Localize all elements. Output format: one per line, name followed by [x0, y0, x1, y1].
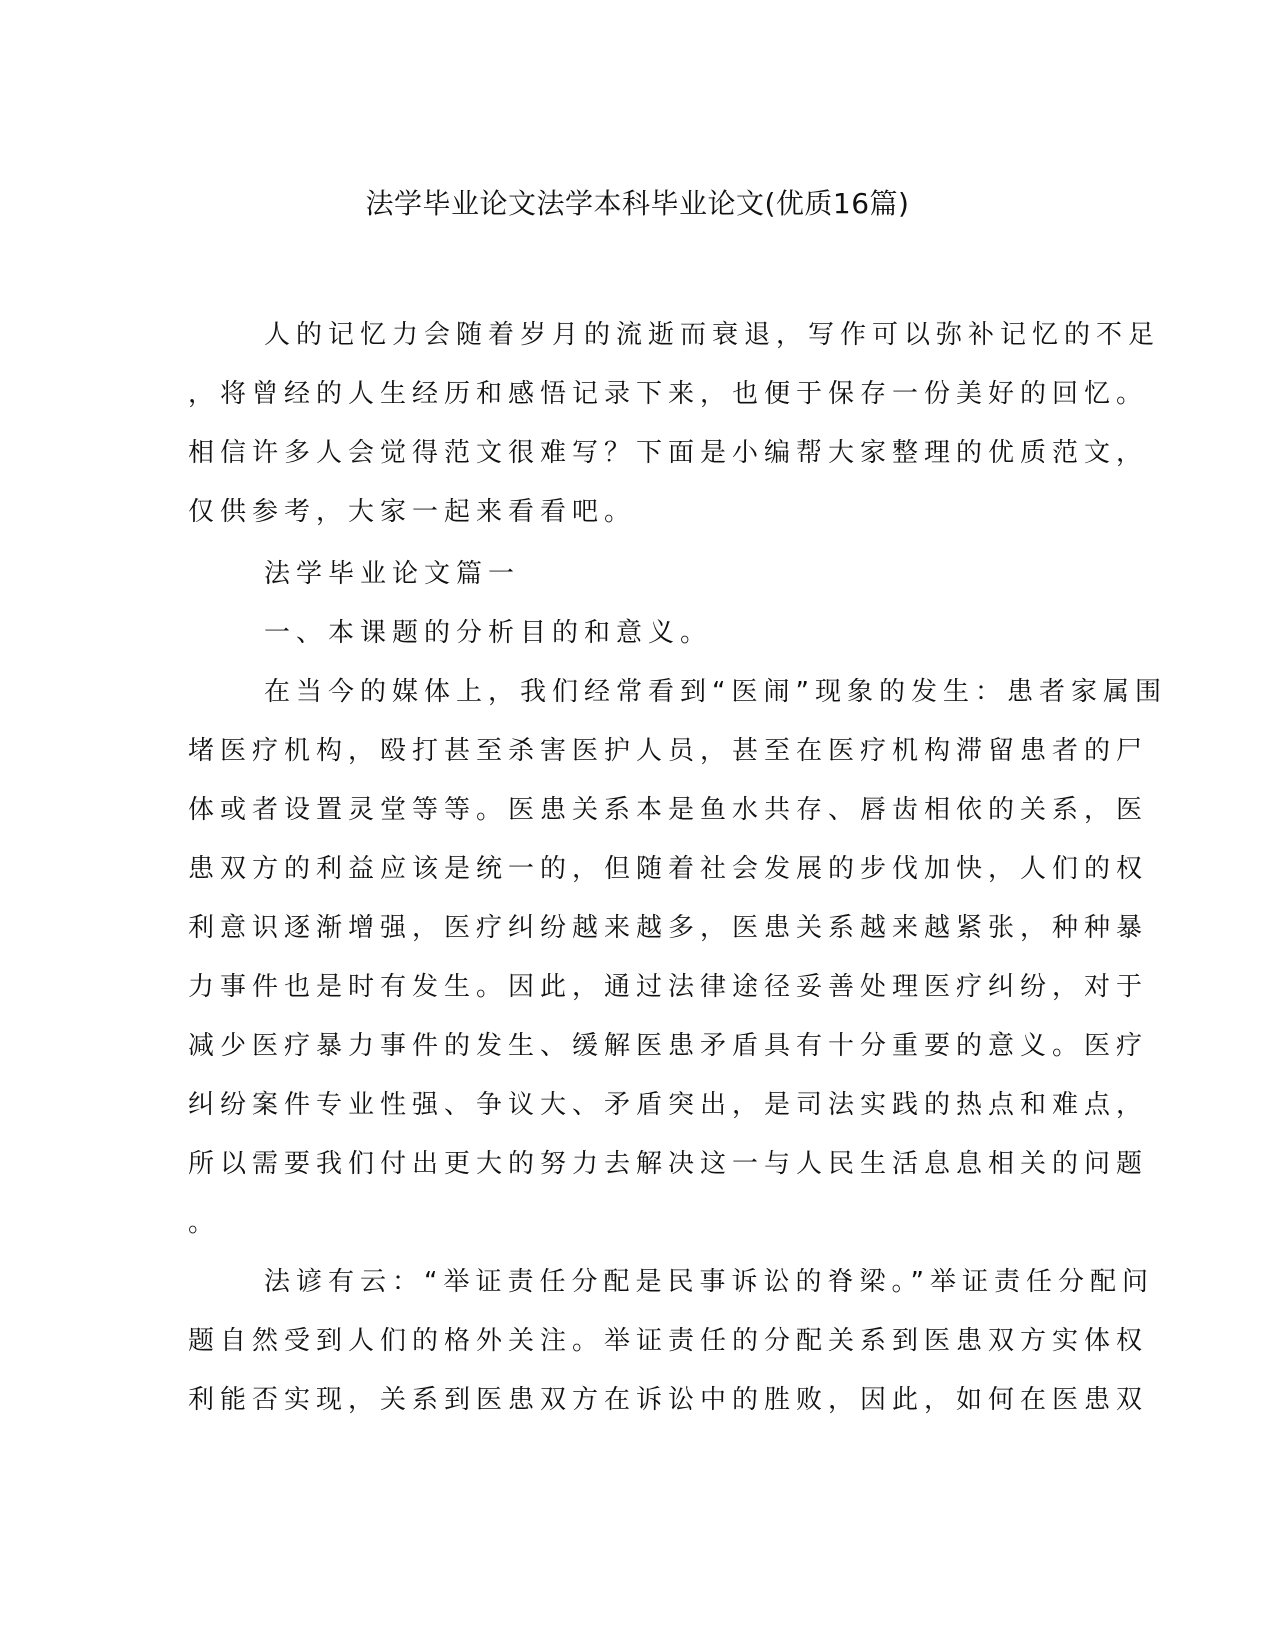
paragraph-line: ，将曾经的人生经历和感悟记录下来，也便于保存一份美好的回忆。: [188, 379, 1149, 409]
paragraph-line: 利能否实现，关系到医患双方在诉讼中的胜败，因此，如何在医患双: [188, 1385, 1149, 1415]
paragraph-line: 仅供参考，大家一起来看看吧。: [188, 497, 637, 527]
subsection-heading: 一、本课题的分析目的和意义。: [264, 618, 713, 648]
paragraph-line: 堵医疗机构，殴打甚至杀害医护人员，甚至在医疗机构滞留患者的尸: [188, 736, 1149, 766]
paragraph-line: 题自然受到人们的格外关注。举证责任的分配关系到医患双方实体权: [188, 1326, 1149, 1356]
paragraph-line: 法谚有云：“举证责任分配是民事诉讼的脊梁。”举证责任分配问: [264, 1267, 1154, 1297]
document-title: 法学毕业论文法学本科毕业论文(优质16篇): [365, 187, 910, 220]
paragraph-line: 所以需要我们付出更大的努力去解决这一与人民生活息息相关的问题: [188, 1149, 1149, 1179]
paragraph-line: 利意识逐渐增强，医疗纠纷越来越多，医患关系越来越紧张，种种暴: [188, 913, 1149, 943]
paragraph-line: 力事件也是时有发生。因此，通过法律途径妥善处理医疗纠纷，对于: [188, 972, 1149, 1002]
section-heading: 法学毕业论文篇一: [264, 559, 521, 589]
paragraph-line: 。: [188, 1208, 221, 1238]
paragraph-line: 减少医疗暴力事件的发生、缓解医患矛盾具有十分重要的意义。医疗: [188, 1031, 1149, 1061]
paragraph-line: 体或者设置灵堂等等。医患关系本是鱼水共存、唇齿相依的关系，医: [188, 795, 1149, 825]
paragraph-line: 相信许多人会觉得范文很难写？下面是小编帮大家整理的优质范文，: [188, 438, 1149, 468]
paragraph-line: 在当今的媒体上，我们经常看到“医闹”现象的发生：患者家属围: [264, 677, 1167, 707]
paragraph-line: 患双方的利益应该是统一的，但随着社会发展的步伐加快，人们的权: [188, 854, 1149, 884]
paragraph-line: 纠纷案件专业性强、争议大、矛盾突出，是司法实践的热点和难点，: [188, 1090, 1149, 1120]
paragraph-line: 人的记忆力会随着岁月的流逝而衰退，写作可以弥补记忆的不足: [264, 320, 1161, 350]
